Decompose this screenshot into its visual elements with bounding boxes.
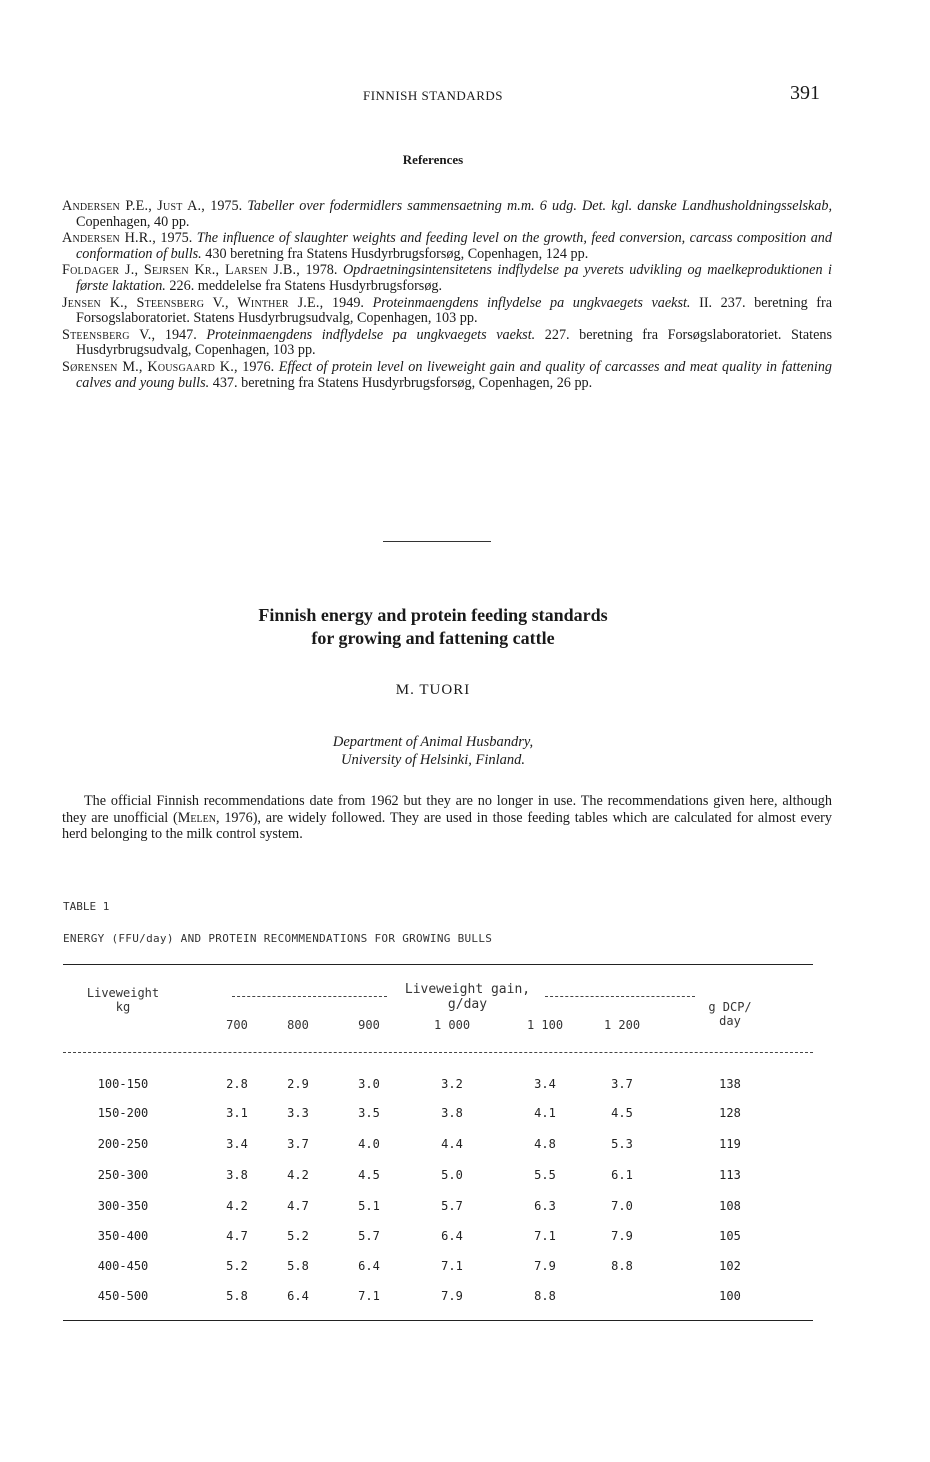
energy-cell: 3.1 bbox=[226, 1106, 248, 1120]
page-number: 391 bbox=[790, 82, 820, 104]
reference-item bbox=[62, 296, 832, 327]
energy-cell: 6.4 bbox=[441, 1229, 463, 1243]
gain-column-header: 900 bbox=[358, 1018, 380, 1032]
energy-cell: 4.0 bbox=[358, 1137, 380, 1151]
article-author: M. TUORI bbox=[395, 682, 471, 698]
energy-cell: 6.4 bbox=[287, 1289, 309, 1303]
energy-cell: 5.8 bbox=[226, 1289, 248, 1303]
reference-authors: Jensen K., Steensberg V., Winther J.E., bbox=[62, 294, 324, 311]
affiliation-line: Department of Animal Husbandry, bbox=[332, 734, 534, 750]
row-weight: 450-500 bbox=[97, 1289, 149, 1303]
reference-title: Proteinmaengdens indflydelse pa ungkvaegets vaekst. bbox=[206, 326, 536, 343]
energy-cell: 4.7 bbox=[226, 1229, 248, 1243]
intro-paragraph bbox=[62, 793, 832, 843]
energy-cell: 3.4 bbox=[226, 1137, 248, 1151]
gain-column-header: 1 000 bbox=[433, 1018, 471, 1032]
author-affiliation bbox=[0, 733, 866, 769]
article-title bbox=[0, 604, 866, 650]
reference-authors: Andersen P.E., Just A., bbox=[62, 198, 206, 214]
row-weight: 200-250 bbox=[97, 1137, 149, 1151]
row-weight: 400-450 bbox=[97, 1259, 149, 1273]
reference-source: 227. beretning fra Forsøgslaboratoriet. Statens Husdyrbrugsudvalg, Copenhagen, 103 pp. bbox=[76, 326, 832, 359]
energy-cell: 8.8 bbox=[534, 1289, 556, 1303]
intro-text: , 1976), are widely followed. They are used in those feeding tables which are calculated for almost every herd belonging to the milk control system. bbox=[62, 809, 832, 843]
row-header-line: Liveweight bbox=[86, 986, 160, 1000]
energy-cell: 6.4 bbox=[358, 1259, 380, 1273]
section-divider bbox=[383, 541, 491, 542]
reference-year: 1978. bbox=[305, 262, 338, 279]
energy-cell: 3.7 bbox=[611, 1077, 633, 1091]
reference-authors: Steensberg V., bbox=[62, 326, 156, 343]
reference-year: 1975. bbox=[210, 198, 243, 214]
protein-cell: 138 bbox=[719, 1077, 741, 1091]
row-header-line: kg bbox=[115, 1000, 131, 1014]
running-head: FINNISH STANDARDS bbox=[362, 88, 503, 103]
reference-authors: Andersen H.R., bbox=[62, 230, 156, 247]
energy-cell: 7.9 bbox=[441, 1289, 463, 1303]
reference-title: Opdraetningsintensitetens indflydelse pa yverets udvikling og maelkeproduktionen i første laktation. bbox=[76, 262, 832, 294]
row-weight: 250-300 bbox=[97, 1168, 149, 1182]
article-title-line: for growing and fattening cattle bbox=[311, 628, 555, 648]
protein-cell: 100 bbox=[719, 1289, 741, 1303]
energy-cell: 7.9 bbox=[611, 1229, 633, 1243]
energy-cell: 5.7 bbox=[441, 1199, 463, 1213]
energy-cell: 4.7 bbox=[287, 1199, 309, 1213]
table-header-rule bbox=[63, 1052, 813, 1053]
energy-cell: 3.8 bbox=[226, 1168, 248, 1182]
protein-header bbox=[690, 1000, 770, 1028]
row-weight: 150-200 bbox=[97, 1106, 149, 1120]
table-label: TABLE 1 bbox=[63, 900, 110, 913]
reference-source: 430 beretning fra Statens Husdyrbrugsforsøg, Copenhagen, 124 pp. bbox=[205, 245, 589, 262]
intro-text: The official Finnish recommendations date from 1962 but they are no longer in use. The recommendations given here, although they are unofficial ( bbox=[62, 793, 832, 826]
table-bottom-rule bbox=[63, 1320, 813, 1321]
reference-source: 437. beretning fra Statens Husdyrbrugsforsøg, Copenhagen, 26 pp. bbox=[212, 374, 593, 391]
energy-cell: 7.1 bbox=[534, 1229, 556, 1243]
energy-cell: 3.2 bbox=[441, 1077, 463, 1091]
energy-cell: 5.2 bbox=[226, 1259, 248, 1273]
protein-header-line: g DCP/ bbox=[708, 1000, 752, 1014]
energy-cell: 5.2 bbox=[287, 1229, 309, 1243]
reference-authors: Sørensen M., Kousgaard K., bbox=[62, 358, 238, 375]
reference-year: 1976. bbox=[242, 358, 275, 375]
article-title-line: Finnish energy and protein feeding standards bbox=[258, 605, 608, 625]
gain-column-header: 700 bbox=[226, 1018, 248, 1032]
energy-cell: 3.0 bbox=[358, 1077, 380, 1091]
row-weight: 100-150 bbox=[97, 1077, 149, 1091]
protein-cell: 108 bbox=[719, 1199, 741, 1213]
gain-column-header: 1 200 bbox=[603, 1018, 641, 1032]
energy-cell: 4.5 bbox=[358, 1168, 380, 1182]
intro-citation: Melen bbox=[177, 809, 216, 826]
energy-cell: 4.1 bbox=[534, 1106, 556, 1120]
reference-title: Tabeller over fodermidlers sammensaetning m.m. 6 udg. Det. kgl. danske Landhusholdningsselskab, bbox=[247, 198, 832, 214]
table-caption: ENERGY (FFU/day) AND PROTEIN RECOMMENDATIONS FOR GROWING BULLS bbox=[63, 932, 493, 945]
reference-authors: Foldager J., Sejrsen Kr., Larsen J.B., bbox=[62, 262, 300, 279]
reference-source: Copenhagen, 40 pp. bbox=[76, 213, 190, 230]
energy-cell: 3.7 bbox=[287, 1137, 309, 1151]
reference-source: 226. meddelelse fra Statens Husdyrbrugsforsøg. bbox=[169, 277, 443, 294]
energy-cell: 3.8 bbox=[441, 1106, 463, 1120]
affiliation-line: University of Helsinki, Finland. bbox=[340, 752, 526, 768]
energy-cell: 8.8 bbox=[611, 1259, 633, 1273]
energy-cell: 5.1 bbox=[358, 1199, 380, 1213]
reference-item bbox=[62, 360, 832, 391]
reference-item bbox=[62, 199, 832, 230]
reference-title: Effect of protein level on liveweight gain and quality of carcasses and meat quality in fattening calves and young bulls. bbox=[76, 358, 833, 391]
reference-year: 1947. bbox=[164, 326, 197, 343]
table-top-rule bbox=[63, 964, 813, 965]
group-header: Liveweight gain, g/day bbox=[404, 982, 531, 1012]
energy-cell: 3.5 bbox=[358, 1106, 380, 1120]
reference-year: 1975. bbox=[160, 230, 193, 247]
energy-cell: 4.2 bbox=[226, 1199, 248, 1213]
protein-cell: 105 bbox=[719, 1229, 741, 1243]
reference-item bbox=[62, 231, 832, 262]
row-weight: 300-350 bbox=[97, 1199, 149, 1213]
energy-cell: 7.1 bbox=[441, 1259, 463, 1273]
reference-item bbox=[62, 263, 832, 294]
row-weight: 350-400 bbox=[97, 1229, 149, 1243]
energy-cell: 6.3 bbox=[534, 1199, 556, 1213]
protein-header-line: day bbox=[719, 1014, 741, 1028]
energy-cell: 5.5 bbox=[534, 1168, 556, 1182]
energy-cell: 4.2 bbox=[287, 1168, 309, 1182]
group-header-rule bbox=[232, 996, 387, 997]
energy-cell: 3.3 bbox=[287, 1106, 309, 1120]
group-header-rule bbox=[545, 996, 695, 997]
references-heading: References bbox=[402, 152, 464, 167]
reference-source: II. 237. beretning fra Forsogslaboratoriet. Statens Husdyrbrugsudvalg, Copenhagen, 103 pp. bbox=[76, 294, 833, 327]
energy-cell: 2.8 bbox=[226, 1077, 248, 1091]
reference-item bbox=[62, 328, 832, 359]
reference-list bbox=[62, 199, 832, 392]
energy-cell: 5.0 bbox=[441, 1168, 463, 1182]
energy-cell: 4.4 bbox=[441, 1137, 463, 1151]
energy-cell: 7.9 bbox=[534, 1259, 556, 1273]
energy-cell: 3.4 bbox=[534, 1077, 556, 1091]
row-header bbox=[63, 986, 183, 1014]
protein-cell: 102 bbox=[719, 1259, 741, 1273]
protein-cell: 113 bbox=[719, 1168, 741, 1182]
energy-cell: 2.9 bbox=[287, 1077, 309, 1091]
energy-cell: 5.3 bbox=[611, 1137, 633, 1151]
gain-column-header: 800 bbox=[287, 1018, 309, 1032]
energy-cell: 4.5 bbox=[611, 1106, 633, 1120]
energy-cell: 4.8 bbox=[534, 1137, 556, 1151]
energy-cell: 6.1 bbox=[611, 1168, 633, 1182]
energy-cell: 7.1 bbox=[358, 1289, 380, 1303]
reference-title: Proteinmaengdens inflydelse pa ungkvaegets vaekst. bbox=[372, 294, 691, 311]
energy-cell: 5.8 bbox=[287, 1259, 309, 1273]
protein-cell: 119 bbox=[719, 1137, 741, 1151]
protein-cell: 128 bbox=[719, 1106, 741, 1120]
reference-year: 1949. bbox=[332, 294, 364, 311]
energy-cell: 7.0 bbox=[611, 1199, 633, 1213]
reference-title: The influence of slaughter weights and feeding level on the growth, feed conversion, carcass composition and conformation of bulls. bbox=[76, 230, 832, 262]
energy-cell: 5.7 bbox=[358, 1229, 380, 1243]
gain-column-header: 1 100 bbox=[526, 1018, 564, 1032]
